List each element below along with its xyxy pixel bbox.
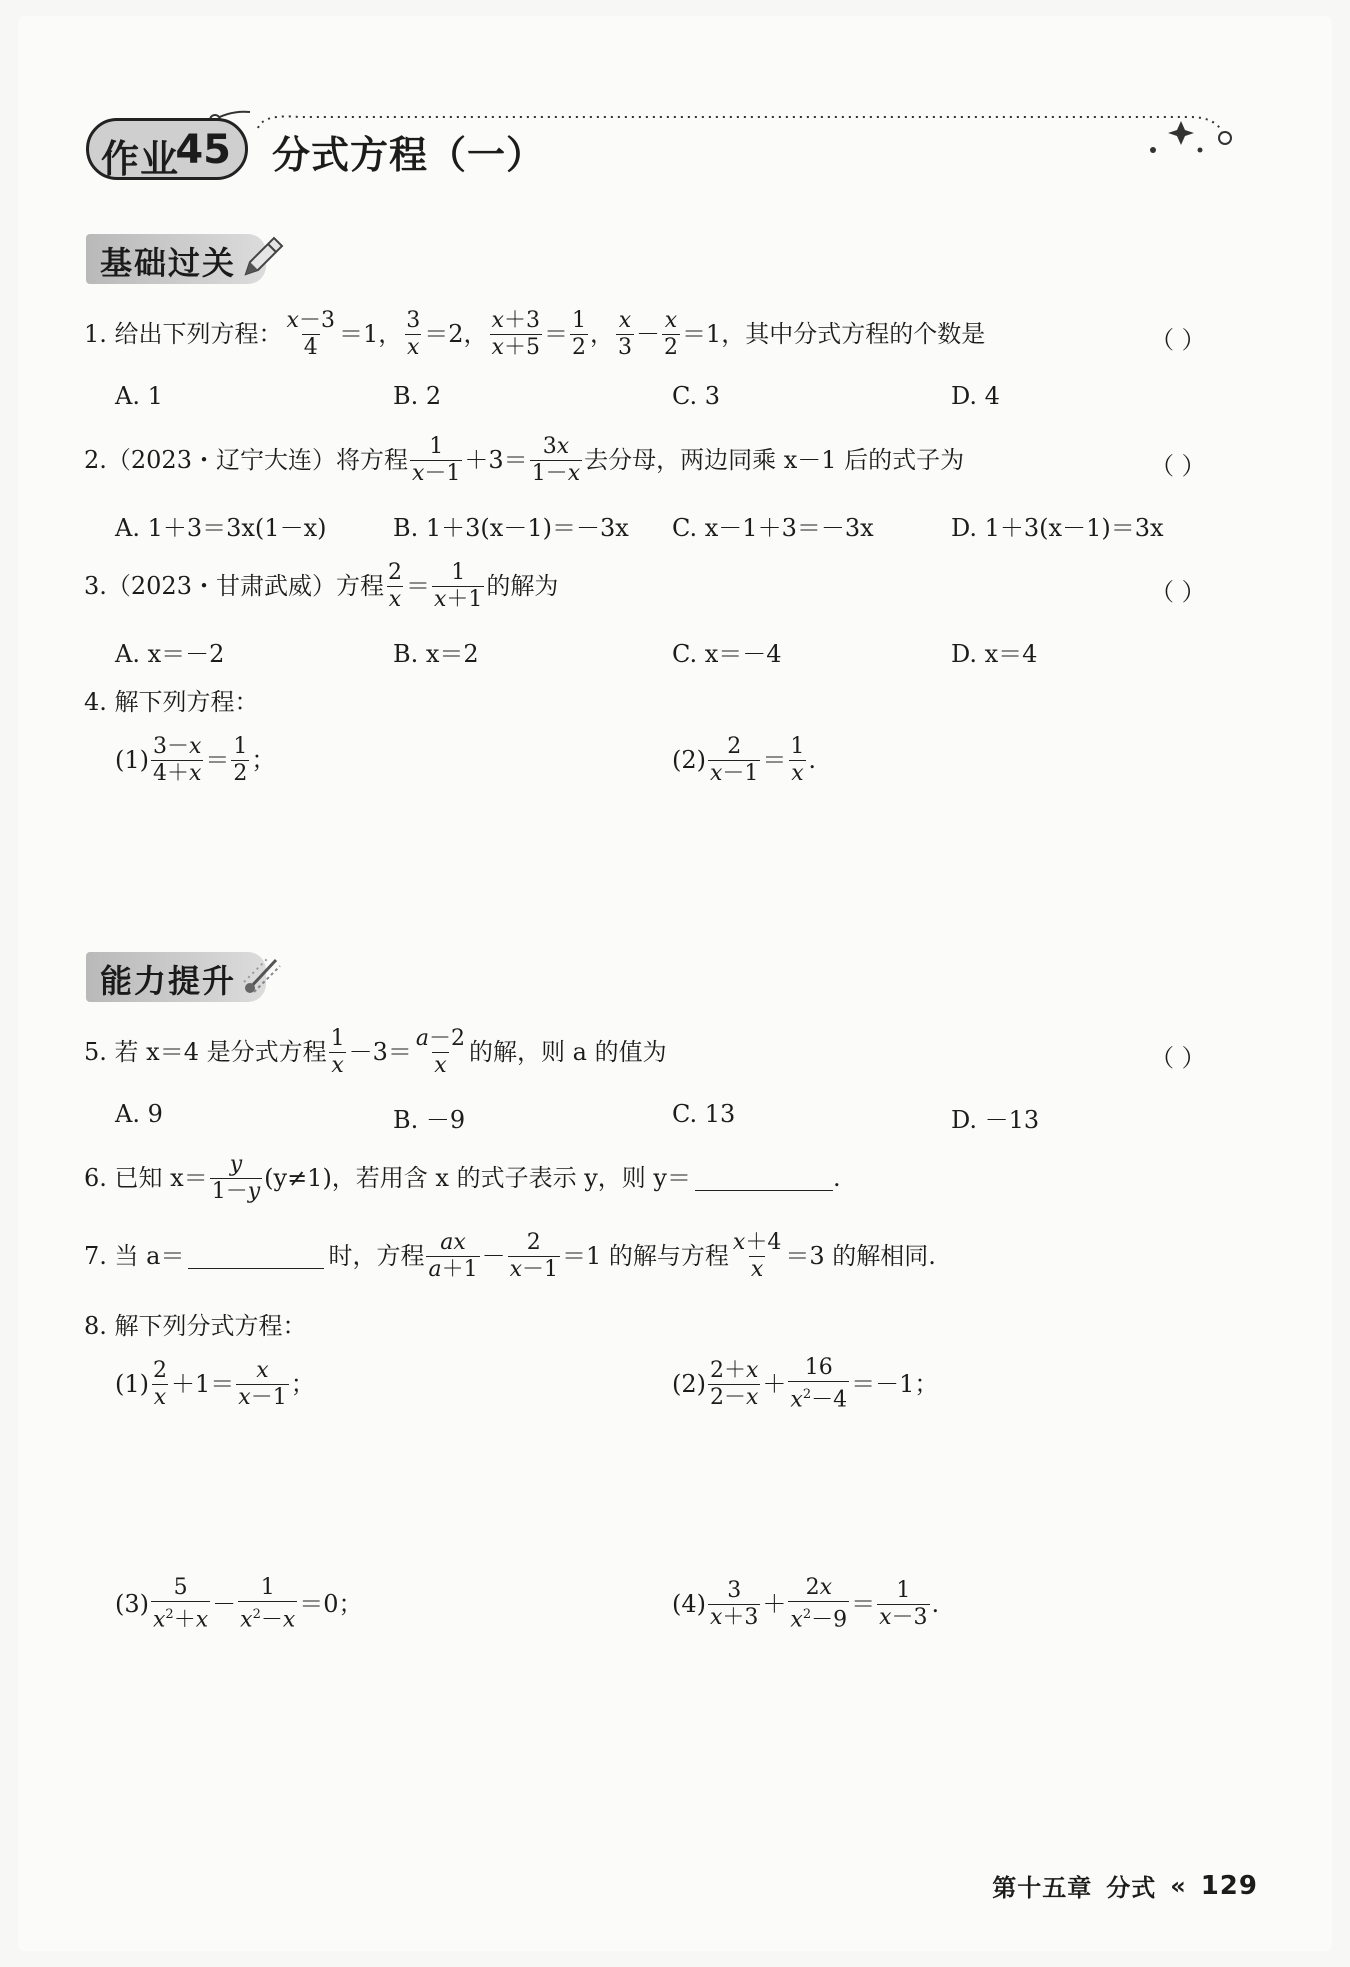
q8-part-1 <box>115 1356 315 1412</box>
q2-equation: $\frac{1}{x-1}$ ＋3＝ $\frac{3x}{1-x}$ <box>411 433 581 486</box>
q6-end: . <box>832 1164 841 1192</box>
q4-part-2 <box>672 732 816 788</box>
page-footer <box>992 1868 1258 1903</box>
brush-icon <box>240 952 286 998</box>
q8-part-1-label: (1) <box>115 1370 149 1398</box>
q8-part-3-equation: $\frac{5}{x^2+x}$ － $\frac{1}{x^2-x}$ ＝0； <box>153 1574 363 1633</box>
q2-option-a: A. 1＋3＝3x(1－x) <box>115 514 327 542</box>
q8-part-3-label: (3) <box>115 1590 149 1618</box>
q5-option-d: D. －13 <box>951 1106 1040 1134</box>
q3-option-c: C. x＝－4 <box>672 640 782 668</box>
q3-equation: $\frac{2}{x}$ ＝ $\frac{1}{x+1}$ <box>387 559 483 612</box>
q3-option-a: A. x＝－2 <box>115 640 225 668</box>
q3-prefix: 3.（2023・甘肃武威）方程 <box>84 572 384 600</box>
q5-prefix: 5. 若 x＝4 是分式方程 <box>84 1038 327 1066</box>
q5-suffix: 的解，则 a 的值为 <box>469 1038 667 1066</box>
q7-prefix: 7. 当 a＝ <box>84 1242 185 1270</box>
q1-equations: $\frac{x-3}{4}$ ＝1， $\frac{3}{x}$ ＝2， $\frac{x+3}{x+5}$ ＝ $\frac{1}{2}$ ， $\frac{x}{3}$ － $\frac{x}{2}$ ＝1 <box>286 307 722 360</box>
q1-answer-bracket: （ ） <box>1150 326 1206 354</box>
q4-part-2-equation: $\frac{2}{x-1}$ ＝ $\frac{1}{x}$ . <box>710 733 817 786</box>
q8-part-4-equation: $\frac{3}{x+3}$ ＋ $\frac{2x}{x^2-9}$ ＝ $\frac{1}{x-3}$ . <box>710 1574 940 1633</box>
q2-suffix: 去分母，两边同乘 x－1 后的式子为 <box>584 446 965 474</box>
q2-answer-bracket: （ ） <box>1150 452 1206 480</box>
q4-part-1-equation: $\frac{3-x}{4+x}$ ＝ $\frac{1}{2}$ ； <box>153 733 276 786</box>
question-8-stem: 8. 解下列分式方程： <box>84 1312 307 1340</box>
question-2 <box>84 432 964 488</box>
q8-part-2-equation: $\frac{2+x}{2-x}$ ＋ $\frac{16}{x^2-4}$ ＝－1； <box>710 1354 939 1413</box>
question-5 <box>84 1024 667 1080</box>
q6-equation: $\frac{y}{1-y}$ <box>211 1151 261 1204</box>
q7-mid2: ＝1 的解与方程 <box>562 1242 729 1270</box>
q2-option-c: C. x－1＋3＝－3x <box>672 514 874 542</box>
footer-arrows-icon: « <box>1170 1871 1187 1900</box>
q2-option-d: D. 1＋3(x－1)＝3x <box>951 514 1164 542</box>
page-number: 129 <box>1200 1870 1258 1901</box>
q1-option-a: A. 1 <box>115 382 163 410</box>
q5-answer-bracket: （ ） <box>1150 1044 1206 1072</box>
q3-option-d: D. x＝4 <box>951 640 1038 668</box>
q1-option-c: C. 3 <box>672 382 721 410</box>
q7-answer-blank[interactable] <box>188 1244 324 1269</box>
q7-equation-1: $\frac{ax}{a+1}$ － $\frac{2}{x-1}$ <box>428 1229 559 1282</box>
footer-chapter: 第十五章 <box>992 1874 1093 1902</box>
q2-option-b: B. 1＋3(x－1)＝－3x <box>393 514 629 542</box>
q7-middle: 时，方程 <box>328 1242 425 1270</box>
q7-equation-2: $\frac{x+4}{x}$ <box>732 1229 782 1282</box>
q1-suffix: ，其中分式方程的个数是 <box>721 320 986 348</box>
q3-option-b: B. x＝2 <box>393 640 479 668</box>
q2-prefix: 2.（2023・辽宁大连）将方程 <box>84 446 408 474</box>
q8-part-3 <box>115 1576 363 1632</box>
homework-number: 45 <box>175 127 231 173</box>
section-advanced-label: 能力提升 <box>100 962 237 1000</box>
question-7 <box>84 1228 936 1284</box>
q1-option-b: B. 2 <box>393 382 442 410</box>
homework-badge <box>86 118 248 180</box>
q5-option-a: A. 9 <box>115 1100 163 1128</box>
question-4-stem: 4. 解下列方程： <box>84 688 259 716</box>
sparkle-icon <box>1168 121 1194 145</box>
q5-option-b: B. －9 <box>393 1106 466 1134</box>
q1-prefix: 1. 给出下列方程： <box>84 320 283 348</box>
footer-topic: 分式 <box>1106 1874 1157 1902</box>
q7-end: ＝3 的解相同. <box>785 1242 936 1270</box>
q4-part-2-label: (2) <box>672 746 706 774</box>
section-basic-label: 基础过关 <box>100 244 237 282</box>
q4-part-1-label: (1) <box>115 746 149 774</box>
section-basic <box>86 234 266 284</box>
q3-suffix: 的解为 <box>486 572 559 600</box>
question-1 <box>84 306 985 362</box>
question-6 <box>84 1150 841 1206</box>
q8-part-1-equation: $\frac{2}{x}$ ＋1＝ $\frac{x}{x-1}$ ； <box>153 1357 315 1410</box>
q8-part-4 <box>672 1576 939 1632</box>
q8-part-4-label: (4) <box>672 1590 706 1618</box>
q6-answer-blank[interactable] <box>695 1166 833 1191</box>
q6-middle: (y≠1)，若用含 x 的式子表示 y，则 y＝ <box>264 1164 691 1192</box>
page-title: 分式方程（一） <box>272 133 546 177</box>
q8-part-2-label: (2) <box>672 1370 706 1398</box>
question-3 <box>84 558 558 614</box>
q1-option-d: D. 4 <box>951 382 1000 410</box>
pencil-icon <box>240 234 286 280</box>
q6-prefix: 6. 已知 x＝ <box>84 1164 208 1192</box>
q8-part-2 <box>672 1356 938 1412</box>
q4-part-1 <box>115 732 275 788</box>
q5-option-c: C. 13 <box>672 1100 736 1128</box>
homework-label: 作业 <box>101 137 180 181</box>
section-advanced <box>86 952 266 1002</box>
q5-equation: $\frac{1}{x}$ －3＝ $\frac{a-2}{x}$ <box>330 1025 465 1078</box>
q3-answer-bracket: （ ） <box>1150 578 1206 606</box>
